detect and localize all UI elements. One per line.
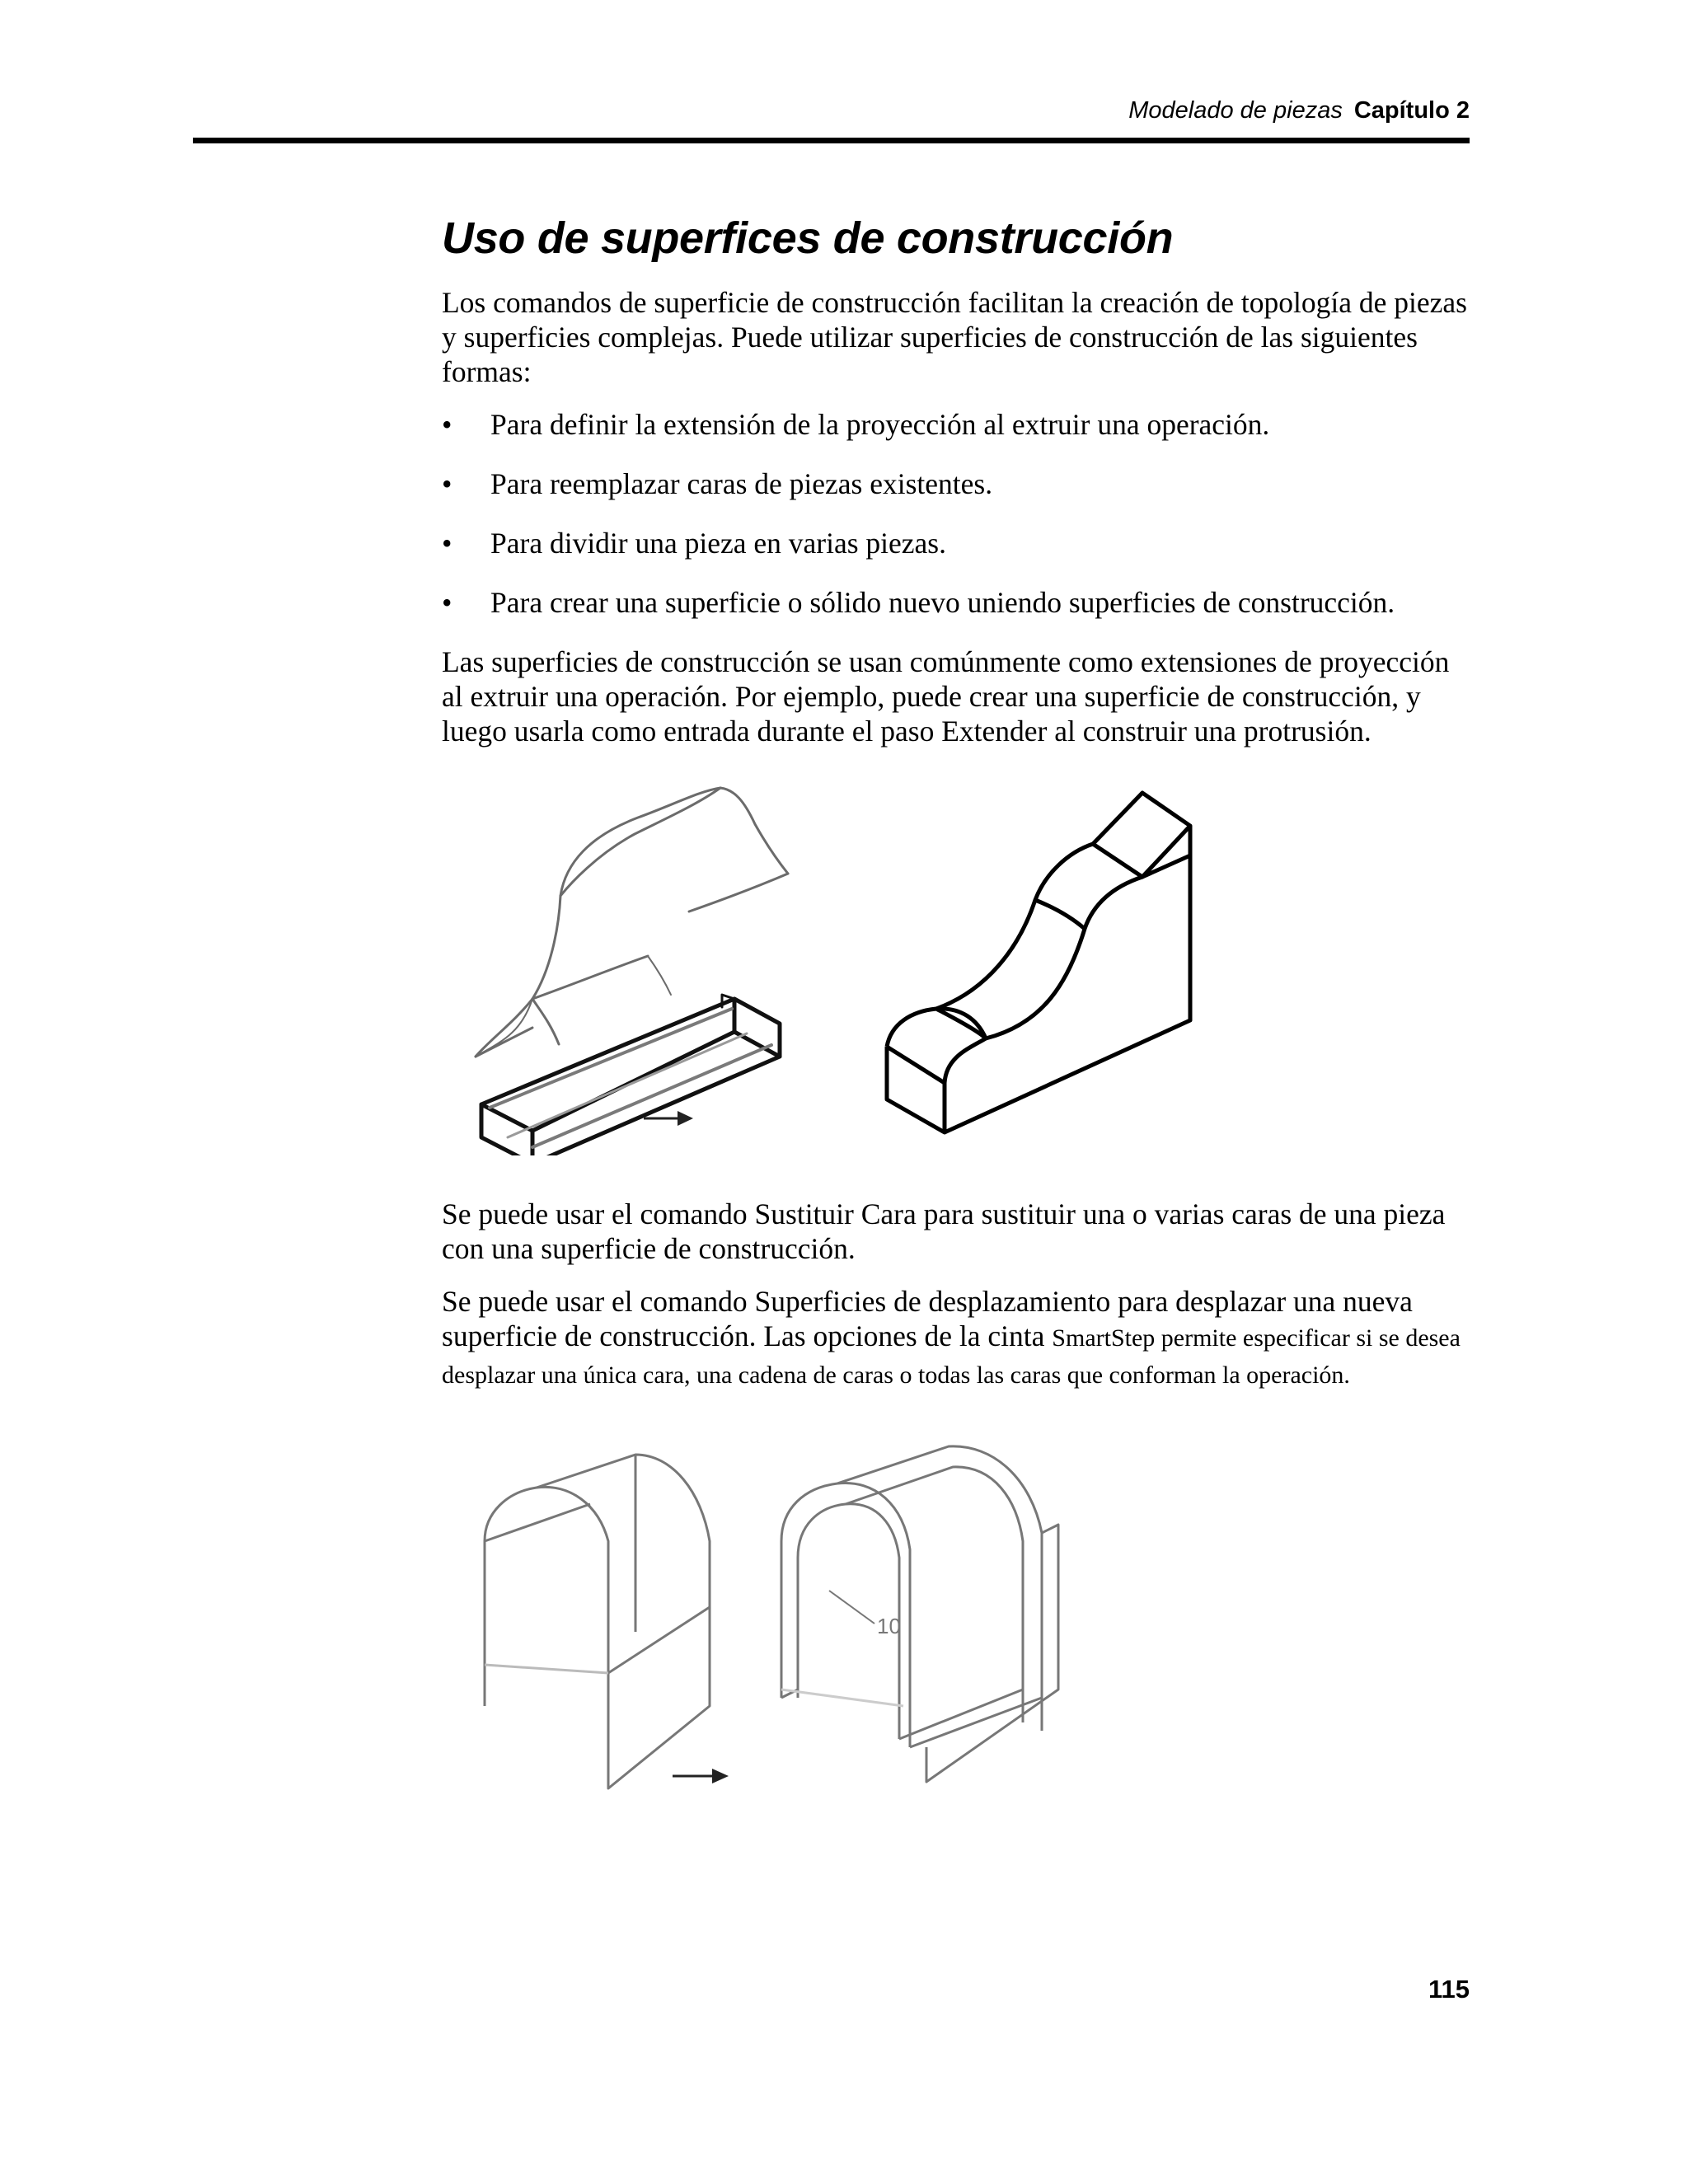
offset-arch-surface-drawing bbox=[781, 1446, 1058, 1782]
list-item-text: Para dividir una pieza en varias piezas. bbox=[490, 527, 946, 560]
uses-bullet-list bbox=[442, 407, 1472, 620]
running-header bbox=[1128, 97, 1470, 124]
list-item bbox=[442, 407, 1472, 442]
section-title: Uso de superfices de construcción bbox=[442, 213, 1174, 263]
dimension-label: 10 bbox=[877, 1614, 901, 1638]
page-number: 115 bbox=[1428, 1975, 1470, 2004]
list-item bbox=[442, 585, 1472, 620]
offset-surfaces-paragraph bbox=[442, 1284, 1472, 1393]
header-section-title: Modelado de piezas bbox=[1128, 97, 1343, 124]
list-item-text: Para crear una superficie o sólido nuevo uniendo superficies de construcción. bbox=[490, 586, 1395, 619]
header-rule bbox=[193, 138, 1470, 143]
offset-paragraph-end: SmartStep permite especificar si se desea desplazar una única cara, una cadena de caras o todas las caras que conforman la operación. bbox=[442, 1324, 1461, 1389]
protrusion-solid-drawing bbox=[887, 793, 1190, 1132]
bullet-symbol: • bbox=[442, 527, 452, 560]
bullet-symbol: • bbox=[442, 586, 452, 619]
bullet-symbol: • bbox=[442, 408, 452, 441]
original-arch-surface-drawing bbox=[485, 1455, 710, 1788]
dimension-annotation bbox=[829, 1591, 901, 1638]
list-item-text: Para reemplazar caras de piezas existentes. bbox=[490, 467, 993, 500]
extension-paragraph: Las superficies de construcción se usan comúnmente como extensiones de proyección al extruir una operación. Por ejemplo, puede crear una superficie de construcción, y luego usarla como entrada durante el paso Extender al construir una protrusión. bbox=[442, 645, 1450, 748]
arrow-right-icon bbox=[673, 1769, 729, 1783]
intro-paragraph: Los comandos de superficie de construcción facilitan la creación de topología de piezas y superficies complejas. Puede utilizar superficies de construcción de las siguientes formas: bbox=[442, 286, 1467, 388]
offset-surface-illustration bbox=[425, 1442, 1250, 1805]
main-content bbox=[442, 211, 1472, 1805]
surface-and-profile-drawing bbox=[476, 788, 788, 1155]
bullet-symbol: • bbox=[442, 467, 452, 500]
list-item bbox=[442, 466, 1472, 501]
list-item bbox=[442, 526, 1472, 560]
list-item-text: Para definir la extensión de la proyección al extruir una operación. bbox=[490, 408, 1270, 441]
protrusion-illustration bbox=[409, 776, 1315, 1155]
replace-face-paragraph: Se puede usar el comando Sustituir Cara para sustituir una o varias caras de una pieza con una superficie de construcción. bbox=[442, 1197, 1446, 1265]
header-chapter-label: Capítulo 2 bbox=[1353, 97, 1470, 124]
offset-paragraph-start: Se puede usar el comando Superficies de desplazamiento para desplazar una nueva superficie de construcción. Las opciones de la cinta bbox=[442, 1285, 1413, 1352]
